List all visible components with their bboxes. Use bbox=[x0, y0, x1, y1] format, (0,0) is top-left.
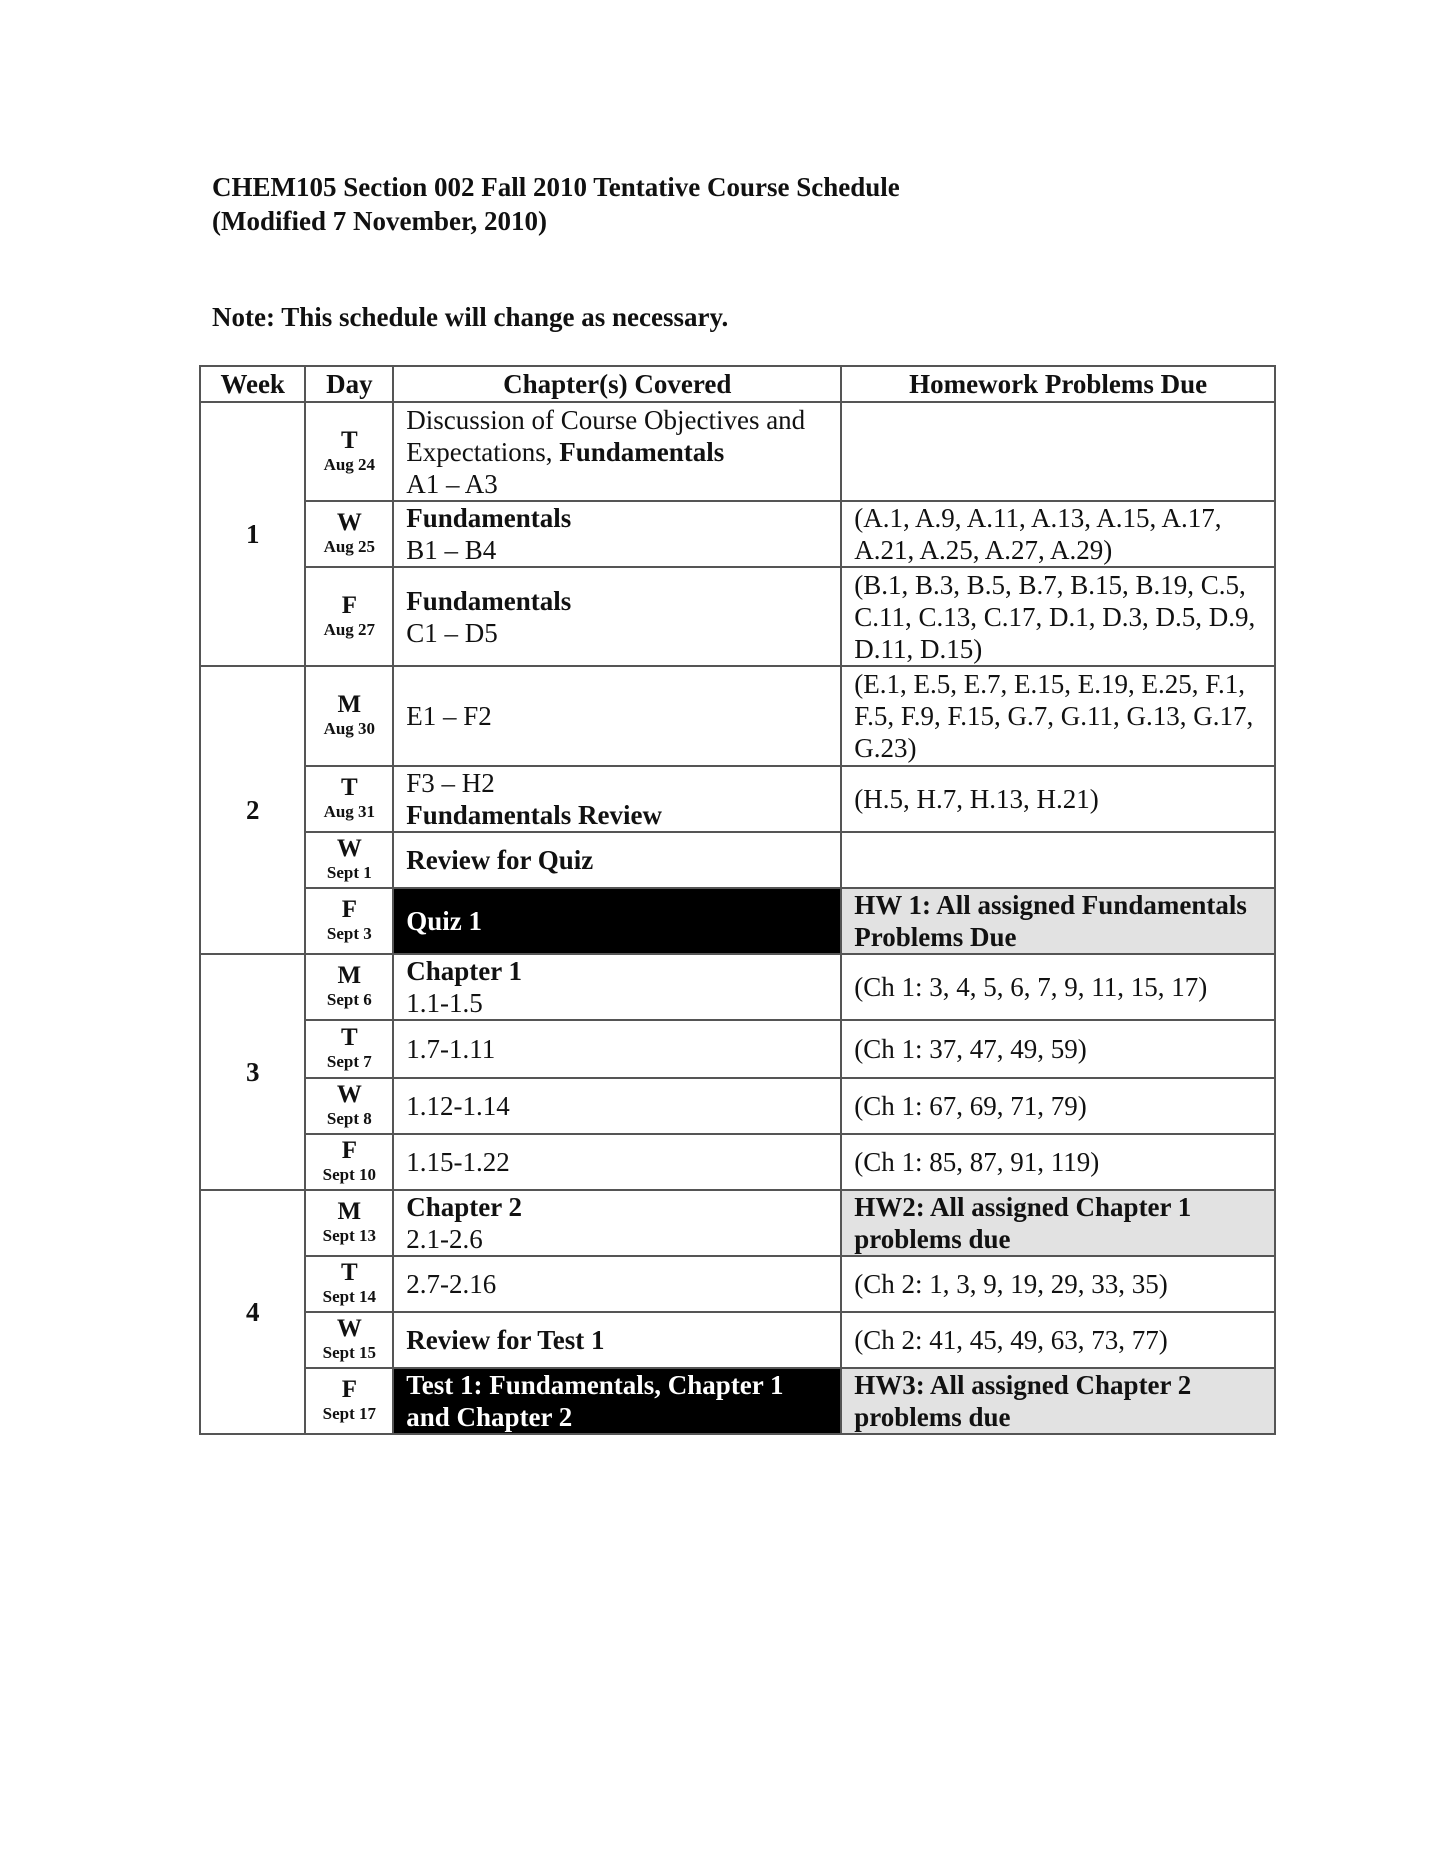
text-segment: A1 – A3 bbox=[406, 468, 498, 499]
text-segment: (Ch 1: 85, 87, 91, 119) bbox=[854, 1147, 1100, 1177]
bold-text: Fundamentals bbox=[406, 585, 572, 616]
day-date: Sept 14 bbox=[322, 1287, 377, 1306]
day-cell bbox=[305, 666, 393, 766]
table-row bbox=[200, 1134, 1275, 1190]
chapters-cell bbox=[393, 954, 841, 1020]
text-segment: B1 – B4 bbox=[406, 535, 497, 565]
bold-text: Review for Test 1 bbox=[406, 1325, 605, 1355]
chapters-cell bbox=[393, 1368, 841, 1434]
header-day: Day bbox=[305, 366, 393, 402]
day-letter: M bbox=[337, 962, 362, 989]
text-segment: F3 – H2 bbox=[406, 768, 495, 798]
day-cell bbox=[305, 832, 393, 888]
text-segment: (Ch 1: 67, 69, 71, 79) bbox=[854, 1091, 1087, 1121]
homework-cell bbox=[841, 1134, 1275, 1190]
day-date: Sept 1 bbox=[326, 863, 372, 882]
table-row bbox=[200, 1368, 1275, 1434]
table-row bbox=[200, 567, 1275, 666]
table-row bbox=[200, 766, 1275, 832]
course-schedule-table bbox=[199, 365, 1276, 1435]
header-chapters: Chapter(s) Covered bbox=[393, 366, 841, 402]
day-letter: T bbox=[340, 426, 358, 454]
homework-cell bbox=[841, 832, 1275, 888]
chapters-cell bbox=[393, 766, 841, 832]
bold-text: Fundamentals bbox=[406, 503, 572, 533]
chapters-cell bbox=[393, 1190, 841, 1256]
text-segment: (E.1, E.5, E.7, E.15, E.19, E.25, F.1, F.5, F.9, F.15, G.7, G.11, G.13, G.17, G.23) bbox=[854, 669, 1254, 763]
chapters-cell bbox=[393, 501, 841, 567]
homework-cell bbox=[841, 666, 1275, 766]
day-date: Sept 8 bbox=[326, 1109, 372, 1128]
day-cell bbox=[305, 1312, 393, 1368]
text-segment: 2.7-2.16 bbox=[406, 1269, 497, 1299]
bold-text: Fundamentals Review bbox=[406, 800, 662, 830]
day-cell bbox=[305, 954, 393, 1020]
bold-text: Fundamentals bbox=[559, 436, 725, 467]
chapters-cell bbox=[393, 888, 841, 954]
homework-cell bbox=[841, 1368, 1275, 1434]
homework-cell bbox=[841, 567, 1275, 666]
schedule-body bbox=[200, 402, 1275, 1434]
day-cell bbox=[305, 1190, 393, 1256]
chapters-cell bbox=[393, 567, 841, 666]
text-segment: (Ch 2: 41, 45, 49, 63, 73, 77) bbox=[854, 1325, 1168, 1355]
homework-cell bbox=[841, 1312, 1275, 1368]
table-row bbox=[200, 1020, 1275, 1078]
homework-cell bbox=[841, 1020, 1275, 1078]
day-letter: W bbox=[336, 835, 362, 862]
day-date: Sept 3 bbox=[326, 924, 372, 943]
homework-cell bbox=[841, 1256, 1275, 1312]
day-date: Sept 17 bbox=[322, 1404, 377, 1423]
day-date: Aug 31 bbox=[323, 802, 376, 821]
day-letter: F bbox=[341, 591, 357, 619]
text-segment: Discussion of Course Objectives and Expectations, bbox=[406, 404, 806, 467]
day-cell bbox=[305, 1020, 393, 1078]
day-date: Sept 13 bbox=[322, 1226, 377, 1245]
day-letter: T bbox=[340, 1024, 358, 1051]
text-segment: 1.15-1.22 bbox=[406, 1147, 510, 1177]
day-date: Sept 7 bbox=[326, 1052, 372, 1071]
text-segment: E1 – F2 bbox=[406, 701, 492, 731]
day-letter: T bbox=[340, 774, 358, 801]
homework-cell bbox=[841, 501, 1275, 567]
bold-text: Review for Quiz bbox=[406, 845, 594, 875]
day-letter: W bbox=[336, 1081, 362, 1108]
schedule-note: Note: This schedule will change as necessary. bbox=[212, 302, 729, 332]
text-segment: (Ch 2: 1, 3, 9, 19, 29, 33, 35) bbox=[854, 1269, 1168, 1299]
day-letter: T bbox=[340, 1259, 358, 1286]
chapters-cell bbox=[393, 1078, 841, 1134]
table-row bbox=[200, 1190, 1275, 1256]
chapters-cell bbox=[393, 1312, 841, 1368]
table-row bbox=[200, 954, 1275, 1020]
week-number: 3 bbox=[200, 954, 305, 1190]
day-date: Sept 15 bbox=[322, 1343, 377, 1362]
document-title bbox=[212, 170, 900, 238]
day-cell bbox=[305, 1256, 393, 1312]
table-row bbox=[200, 666, 1275, 766]
day-letter: W bbox=[336, 509, 362, 536]
day-cell bbox=[305, 402, 393, 501]
bold-text: HW3: All assigned Chapter 2 problems due bbox=[854, 1370, 1192, 1432]
chapters-cell bbox=[393, 1020, 841, 1078]
text-segment: 1.12-1.14 bbox=[406, 1091, 510, 1121]
day-letter: F bbox=[341, 896, 357, 923]
header-homework: Homework Problems Due bbox=[841, 366, 1275, 402]
text-segment: (B.1, B.3, B.5, B.7, B.15, B.19, C.5, C.11, C.13, C.17, D.1, D.3, D.5, D.9, D.11, D.15) bbox=[854, 569, 1256, 664]
day-date: Aug 25 bbox=[323, 537, 376, 556]
day-cell bbox=[305, 1368, 393, 1434]
day-cell bbox=[305, 888, 393, 954]
bold-text: HW 1: All assigned Fundamentals Problems Due bbox=[854, 890, 1247, 952]
bold-text: HW2: All assigned Chapter 1 problems due bbox=[854, 1192, 1192, 1254]
table-row bbox=[200, 888, 1275, 954]
homework-cell bbox=[841, 1190, 1275, 1256]
week-number: 1 bbox=[200, 402, 305, 666]
table-row bbox=[200, 832, 1275, 888]
table-row bbox=[200, 1312, 1275, 1368]
table-header-row bbox=[200, 366, 1275, 402]
homework-cell bbox=[841, 1078, 1275, 1134]
header-week: Week bbox=[200, 366, 305, 402]
week-number: 2 bbox=[200, 666, 305, 954]
homework-cell bbox=[841, 888, 1275, 954]
day-cell bbox=[305, 501, 393, 567]
day-date: Sept 10 bbox=[322, 1165, 377, 1184]
table-row bbox=[200, 402, 1275, 501]
bold-text: Quiz 1 bbox=[406, 906, 483, 936]
chapters-cell bbox=[393, 1256, 841, 1312]
homework-cell bbox=[841, 954, 1275, 1020]
text-segment: 1.7-1.11 bbox=[406, 1034, 496, 1064]
homework-cell bbox=[841, 766, 1275, 832]
day-letter: F bbox=[341, 1376, 357, 1403]
text-segment: 2.1-2.6 bbox=[406, 1224, 483, 1254]
day-date: Aug 24 bbox=[323, 454, 376, 474]
day-cell bbox=[305, 1078, 393, 1134]
text-segment: (A.1, A.9, A.11, A.13, A.15, A.17, A.21, A.25, A.27, A.29) bbox=[854, 503, 1222, 565]
day-date: Aug 30 bbox=[323, 719, 376, 738]
week-number: 4 bbox=[200, 1190, 305, 1434]
title-line-1: CHEM105 Section 002 Fall 2010 Tentative Course Schedule bbox=[212, 172, 900, 202]
title-line-2: (Modified 7 November, 2010) bbox=[212, 206, 547, 236]
day-cell bbox=[305, 1134, 393, 1190]
table-row bbox=[200, 1256, 1275, 1312]
chapters-cell bbox=[393, 402, 841, 501]
bold-text: Chapter 1 bbox=[406, 956, 523, 986]
text-segment: (Ch 1: 3, 4, 5, 6, 7, 9, 11, 15, 17) bbox=[854, 972, 1208, 1002]
day-date: Sept 6 bbox=[326, 990, 372, 1009]
chapters-cell bbox=[393, 666, 841, 766]
bold-text: Test 1: Fundamentals, Chapter 1 and Chapter 2 bbox=[406, 1370, 784, 1432]
day-letter: M bbox=[337, 1198, 362, 1225]
day-cell bbox=[305, 567, 393, 666]
text-segment: 1.1-1.5 bbox=[406, 988, 483, 1018]
day-letter: F bbox=[341, 1137, 357, 1164]
day-letter: M bbox=[337, 691, 362, 718]
chapters-cell bbox=[393, 832, 841, 888]
text-segment: C1 – D5 bbox=[406, 617, 498, 648]
day-letter: W bbox=[336, 1315, 362, 1342]
homework-cell bbox=[841, 402, 1275, 501]
day-date: Aug 27 bbox=[323, 619, 376, 639]
chapters-cell bbox=[393, 1134, 841, 1190]
bold-text: Chapter 2 bbox=[406, 1192, 523, 1222]
table-row bbox=[200, 501, 1275, 567]
day-cell bbox=[305, 766, 393, 832]
text-segment: (H.5, H.7, H.13, H.21) bbox=[854, 784, 1099, 814]
table-row bbox=[200, 1078, 1275, 1134]
text-segment: (Ch 1: 37, 47, 49, 59) bbox=[854, 1034, 1087, 1064]
